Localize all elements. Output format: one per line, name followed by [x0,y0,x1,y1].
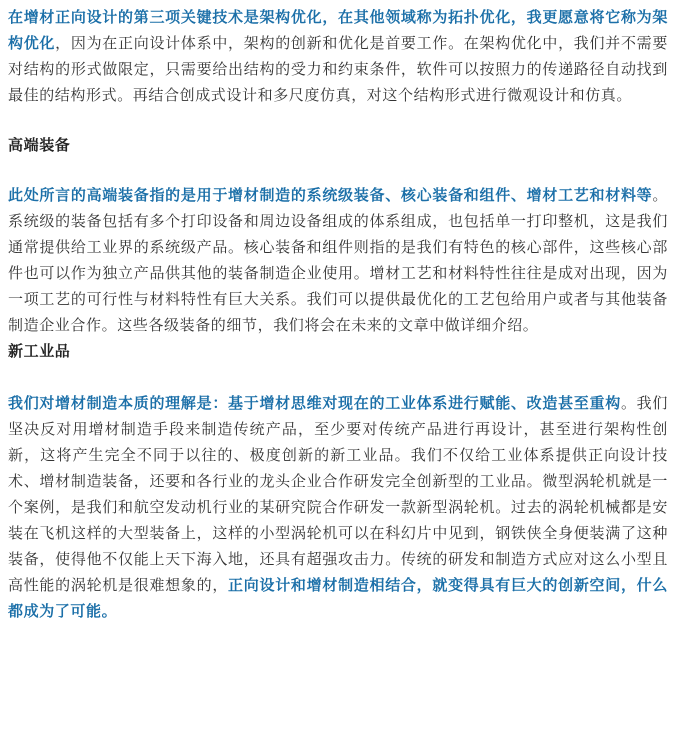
products-text: 。我们坚决反对用增材制造手段来制造传统产品，至少要对传统产品进行再设计，甚至进行架构性创新，这将产生完全不同于以往的、极度创新的新工业品。我们不仅给工业体系提供正向设计技术、增材制造装备，还要和各行业的龙头企业合作研发完全创新型的工业品。微型涡轮机就是一个案例，是我们和航空发动机行业的某研究院合作研发一款新型涡轮机。过去的涡轮机械都是安装在飞机这样的大型装备上，这样的小型涡轮机可以在科幻片中见到，钢铁侠全身便装满了这种装备，使得他不仅能上天下海入地，还具有超强攻击力。传统的研发和制造方式应对这么小型且高性能的涡轮机是很难想象的， [8,394,668,594]
equipment-highlight: 此处所言的高端装备指的是用于增材制造的系统级装备、核心装备和组件、增材工艺和材料等 [8,186,653,204]
equipment-text: 。系统级的装备包括有多个打印设备和周边设备组成的体系组成，也包括单一打印整机，这是我们通常提供给工业界的系统级产品。核心装备和组件则指的是我们有特色的核心部件，这些核心部件也可以作为独立产品供其他的装备制造企业使用。增材工艺和材料特性往往是成对出现，因为一项工艺的可行性与材料特性有巨大关系。我们可以提供最优化的工艺包给用户或者与其他装备制造企业合作。这些各级装备的细节，我们将会在未来的文章中做详细介绍。 [8,186,668,334]
section-heading-equipment: 高端装备 [8,136,71,154]
equipment-paragraph [8,182,668,338]
intro-paragraph [8,4,668,108]
products-paragraph [8,390,668,624]
section-heading-products: 新工业品 [8,342,71,360]
products-highlight-end: 正向设计和增材制造相结合，就变得具有巨大的创新空间，什么都成为了可能。 [8,576,668,620]
intro-text: ，因为在正向设计体系中，架构的创新和优化是首要工作。在架构优化中，我们并不需要对结构的形式做限定，只需要给出结构的受力和约束条件，软件可以按照力的传递路径自动找到最佳的结构形式。再结合创成式设计和多尺度仿真，对这个结构形式进行微观设计和仿真。 [8,34,668,104]
intro-highlight: 在增材正向设计的第三项关键技术是架构优化，在其他领域称为拓扑优化，我更愿意将它称为架构优化 [8,8,668,52]
products-highlight: 我们对增材制造本质的理解是：基于增材思维对现在的工业体系进行赋能、改造甚至重构 [8,394,621,412]
